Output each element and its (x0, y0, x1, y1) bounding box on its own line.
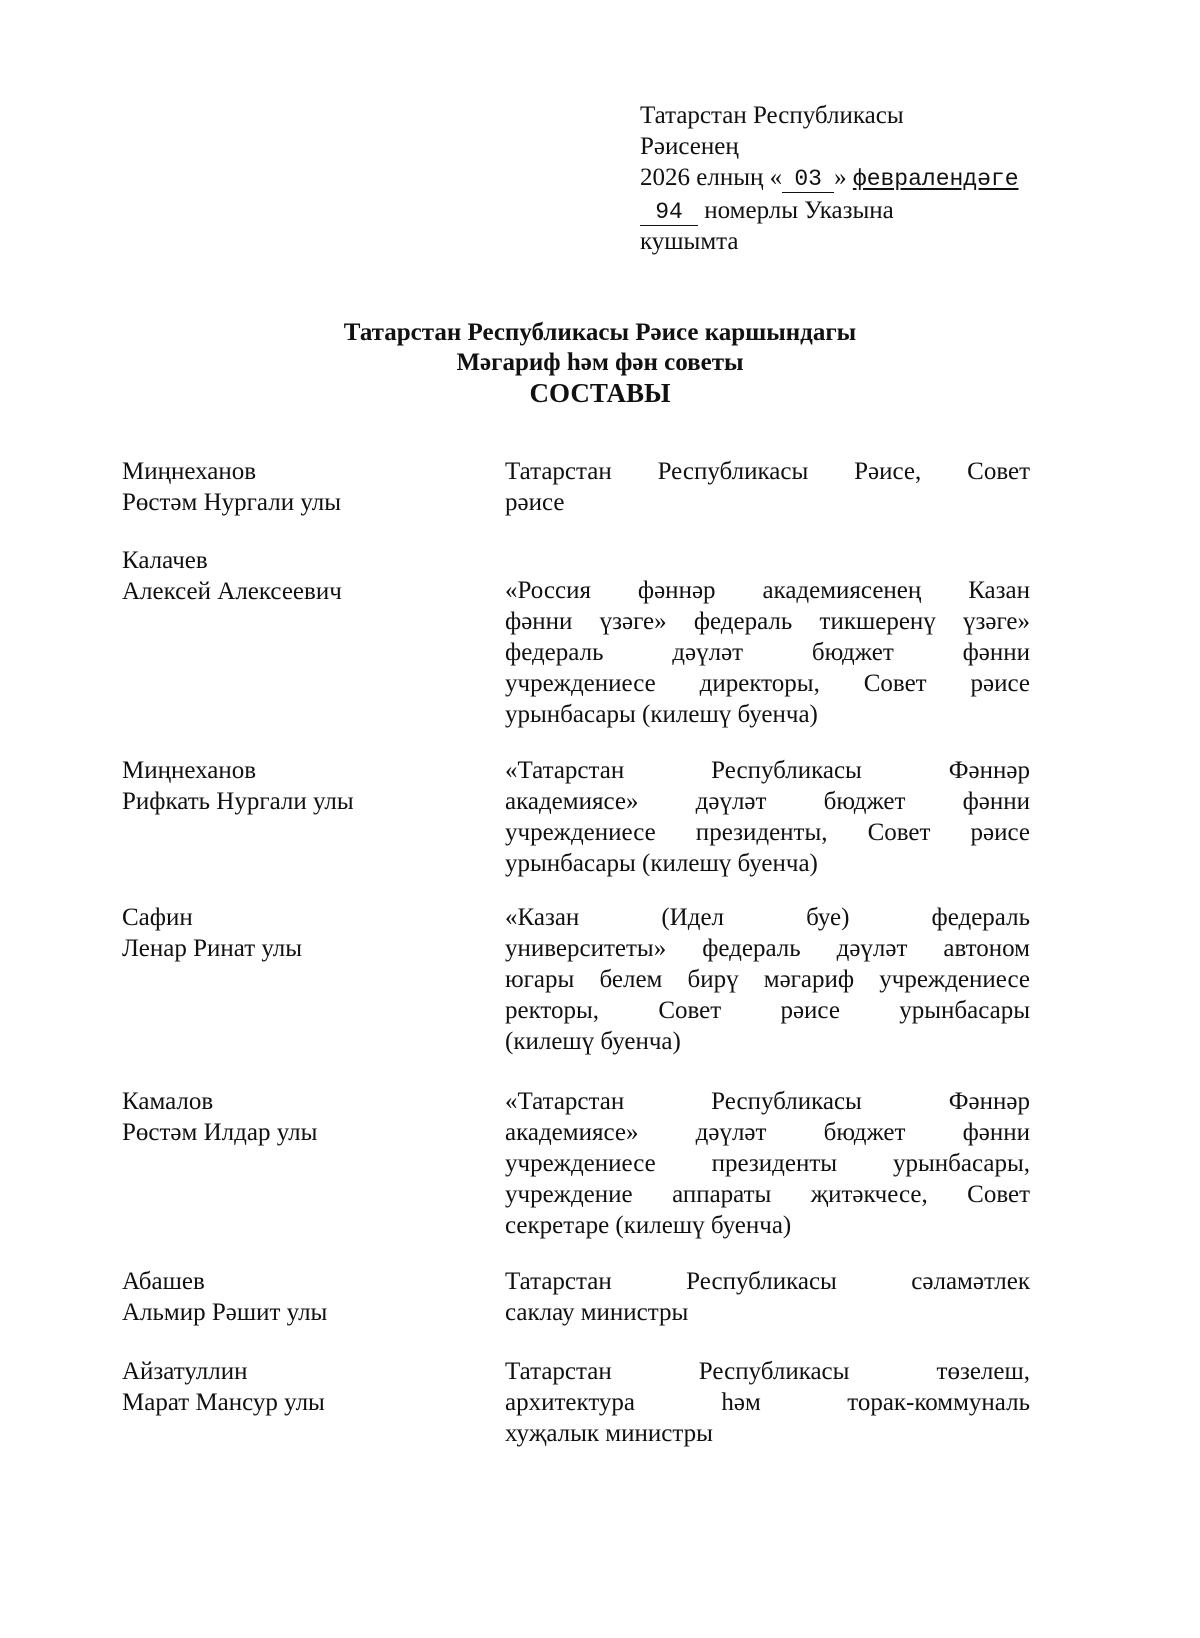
approval-year-prefix: 2026 елның « (640, 164, 783, 191)
member-role-line: саклау министры (505, 1299, 689, 1326)
member-surname: Миңнеханов (122, 458, 257, 485)
member-surname: Миңнеханов (122, 757, 257, 784)
member-role-line: университеты» федераль дәүләт автоном (505, 935, 1030, 962)
member-role-line: ректоры, Совет рәисе урынбасары (505, 997, 1030, 1024)
member-role-line: учреждение аппараты җитәкчесе, Совет (505, 1181, 1030, 1208)
member-role-line: учреждениесе директоры, Совет рәисе (505, 670, 1030, 697)
member-given-name: Альмир Рәшит улы (122, 1299, 328, 1326)
approval-line-5: кушымта (640, 228, 739, 255)
approval-day-blank (782, 165, 834, 193)
member-role-line: архитектура һәм торак-коммуналь (505, 1389, 1030, 1416)
member-role-line: «Казан (Идел буе) федераль (505, 904, 1030, 931)
member-role (505, 1356, 1030, 1449)
member-role (505, 575, 1030, 730)
member-role-line: (килешү буенча) (505, 1028, 681, 1055)
member-role-line: Татарстан Республикасы сәламәтлек (505, 1268, 1030, 1295)
member-given-name: Ленар Ринат улы (122, 935, 303, 962)
approval-number: 94 (655, 199, 683, 225)
member-role-line: рәисе (505, 489, 565, 516)
approval-line-2: Рәисенең (640, 133, 739, 160)
member-role-line: хуҗалык министры (505, 1420, 713, 1447)
member-role-line: федераль дәүләт бюджет фәнни (505, 639, 1030, 666)
member-role (505, 902, 1030, 1057)
member-role-line: академиясе» дәүләт бюджет фәнни (505, 1119, 1030, 1146)
member-name (122, 1266, 482, 1328)
member-role-line: академиясе» дәүләт бюджет фәнни (505, 788, 1030, 815)
member-role-line: «Россия фәннәр академиясенең Казан (505, 577, 1030, 604)
member-given-name: Алексей Алексеевич (122, 578, 342, 605)
approval-mid: » (834, 164, 847, 191)
member-given-name: Рөстәм Илдар улы (122, 1119, 318, 1146)
member-surname: Сафин (122, 904, 193, 931)
approval-block (640, 100, 1160, 257)
member-name (122, 902, 482, 964)
title-heading: СОСТАВЫ (529, 378, 671, 408)
member-role (505, 755, 1030, 879)
approval-month: февралендәге (852, 166, 1019, 192)
member-role-line: Татарстан Республикасы төзелеш, (505, 1358, 1030, 1385)
document-title (0, 318, 1200, 408)
member-role-line: югары белем бирү мәгариф учреждениесе (505, 966, 1030, 993)
member-role-line: Татарстан Республикасы Рәисе, Совет (505, 458, 1030, 485)
member-name (122, 1086, 482, 1148)
member-surname: Абашев (122, 1268, 205, 1295)
member-role-line: фәнни үзәге» федераль тикшеренү үзәге» (505, 608, 1030, 635)
member-surname: Камалов (122, 1088, 214, 1115)
member-name (122, 545, 482, 607)
member-role (505, 1086, 1030, 1241)
member-role-line: урынбасары (килешү буенча) (505, 701, 818, 728)
member-role-line: урынбасары (килешү буенча) (505, 850, 818, 877)
member-role-line: учреждениесе президенты, Совет рәисе (505, 819, 1030, 846)
title-line-1: Татарстан Республикасы Рәисе каршындагы (343, 319, 857, 346)
member-name (122, 1356, 482, 1418)
approval-line-1: Татарстан Республикасы (640, 102, 904, 129)
approval-number-blank (640, 198, 698, 226)
member-given-name: Рөстәм Нургали улы (122, 489, 341, 516)
member-name (122, 755, 482, 817)
member-surname: Калачев (122, 547, 208, 574)
approval-number-line (640, 195, 1160, 226)
member-name (122, 456, 482, 518)
title-line-2: Мәгариф һәм фән советы (456, 349, 744, 376)
approval-day: 03 (794, 166, 822, 192)
member-role-line: «Татарстан Республикасы Фәннәр (505, 757, 1030, 784)
member-role-line: «Татарстан Республикасы Фәннәр (505, 1088, 1030, 1115)
member-role-line: учреждениесе президенты урынбасары, (505, 1150, 1030, 1177)
approval-number-suffix: номерлы Указына (704, 197, 894, 224)
member-surname: Айзатуллин (122, 1358, 248, 1385)
member-given-name: Марат Мансур улы (122, 1389, 325, 1416)
member-given-name: Рифкать Нургали улы (122, 788, 354, 815)
approval-date-line (640, 162, 1160, 195)
member-role (505, 456, 1030, 518)
member-role (505, 1266, 1030, 1328)
member-role-line: секретаре (килешү буенча) (505, 1212, 792, 1239)
